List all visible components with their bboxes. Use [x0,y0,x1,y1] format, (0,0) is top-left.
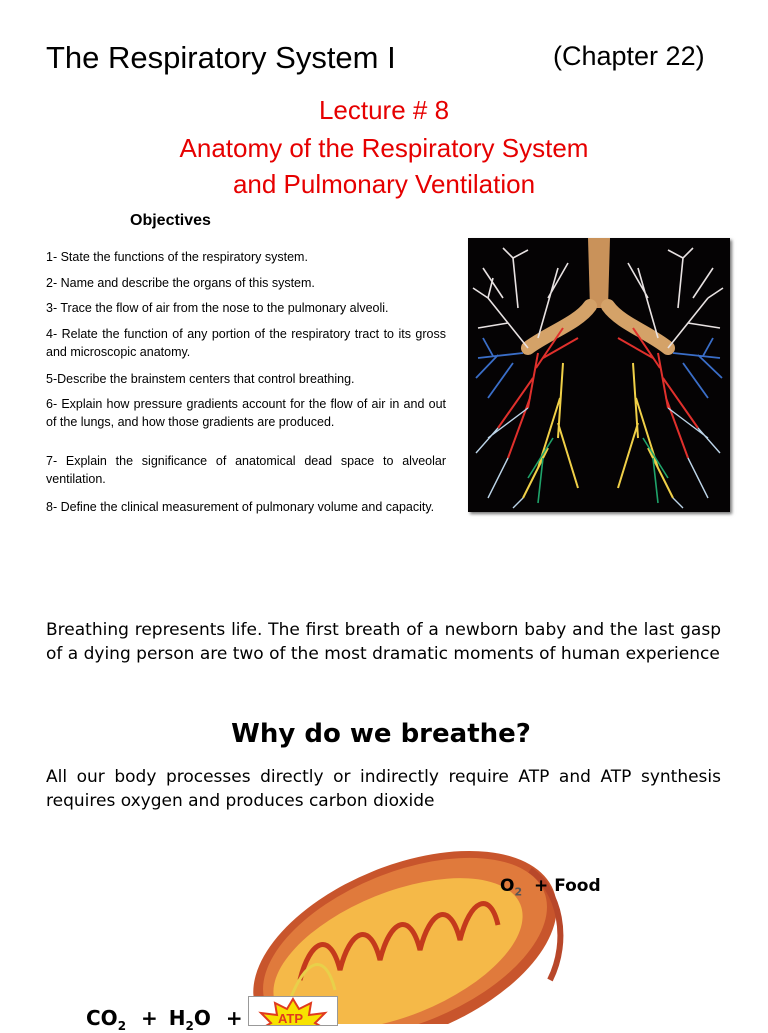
equation-products [86,1006,243,1033]
lecture-number: Lecture # 8 [318,95,450,125]
plus-sign: + [225,1006,243,1030]
co2-subscript: 2 [117,1019,127,1033]
h2o-o-label: O [193,1006,211,1030]
objective-item: 2- Name and describe the organs of this system. [46,276,315,290]
chapter-label: (Chapter 22) [553,41,705,71]
plus-food-label: + Food [534,876,601,896]
h2o-label: H [168,1006,186,1030]
lecture-title-line2: and Pulmonary Ventilation [232,169,536,199]
objective-item: 7- Explain the significance of anatomical dead space to alveolar ventilation. [46,454,446,486]
objectives-heading: Objectives [130,212,211,229]
objective-item: 5-Describe the brainstem centers that control breathing. [46,372,355,386]
h2o-subscript: 2 [185,1019,194,1033]
plus-sign: + [141,1006,158,1030]
equation-o2-food [500,876,601,898]
co2-label: CO [86,1006,118,1030]
why-paragraph: All our body processes directly or indirectly require ATP and ATP synthesis requires oxygen and produces carbon dioxide [46,767,721,811]
objective-item: 3- Trace the flow of air from the nose to the pulmonary alveoli. [46,301,389,315]
lungs-bronchial-tree-image [468,238,730,512]
o2-subscript: 2 [514,885,523,899]
o2-label: O [500,876,515,896]
intro-paragraph: Breathing represents life. The first breath of a newborn baby and the last gasp of a dying person are two of the most dramatic moments of human experience [46,620,721,664]
objective-item: 8- Define the clinical measurement of pulmonary volume and capacity. [46,500,435,514]
page-title: The Respiratory System I [46,40,396,75]
objective-item: 4- Relate the function of any portion of the respiratory tract to its gross and microscopic anatomy. [46,327,446,359]
atp-label: ATP [278,1011,304,1026]
why-heading: Why do we breathe? [231,719,531,749]
atp-starburst-icon [248,996,338,1026]
lecture-title-line1: Anatomy of the Respiratory System [179,133,589,163]
objective-item: 1- State the functions of the respiratory system. [46,250,308,264]
objective-item: 6- Explain how pressure gradients account for the flow of air in and out of the lungs, and how those gradients are produced. [46,397,446,429]
mitochondrion-image [230,830,590,1024]
